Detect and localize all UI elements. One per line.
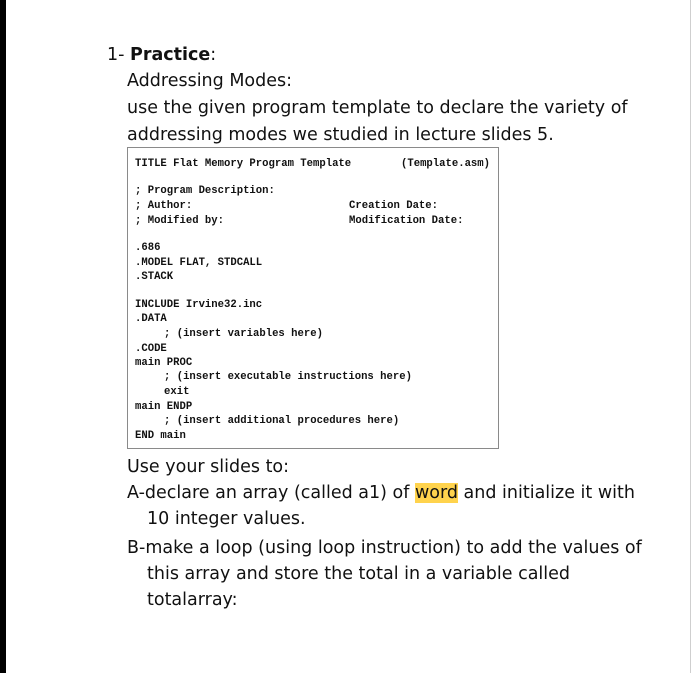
code-directive: .CODE (135, 343, 167, 355)
practice-title: Practice (130, 45, 211, 65)
author-comment: ; Author: (135, 200, 193, 212)
instruction-line-2: addressing modes we studied in lecture slides 5. (127, 125, 554, 145)
main-proc-line: main PROC (135, 357, 193, 369)
directive-stack: .STACK (135, 271, 174, 283)
modified-by-comment: ; Modified by: (135, 215, 225, 227)
include-line: INCLUDE Irvine32.inc (135, 299, 263, 311)
template-title: TITLE Flat Memory Program Template (135, 158, 352, 170)
end-main-line: END main (135, 430, 186, 442)
insert-executable-comment: ; (insert executable instructions here) (164, 371, 412, 383)
task-a-marker: A- (127, 483, 145, 503)
creation-date-comment: Creation Date: (349, 200, 439, 212)
task-a-text-before: declare an array (called a1) of (144, 483, 415, 503)
modification-date-comment: Modification Date: (349, 215, 464, 227)
directive-model: .MODEL FLAT, STDCALL (135, 257, 263, 269)
instruction-line-1: use the given program template to declare the variety of (127, 98, 628, 118)
task-a-line-2: 10 integer values. (147, 509, 306, 529)
program-description-comment: ; Program Description: (135, 185, 275, 197)
practice-number: 1- (107, 45, 125, 65)
task-a-text-after: and initialize it with (457, 483, 635, 503)
main-endp-line: main ENDP (135, 401, 193, 413)
practice-heading (107, 44, 216, 66)
task-b-line-3: totalarray: (147, 590, 238, 610)
template-filename: (Template.asm) (401, 158, 491, 170)
task-a-line-1 (127, 482, 635, 504)
task-b-line-1 (127, 537, 642, 559)
task-b-line-2: this array and store the total in a variable called (147, 564, 571, 584)
exit-line: exit (164, 386, 190, 398)
practice-colon: : (210, 45, 217, 65)
data-directive: .DATA (135, 313, 167, 325)
left-edge-bar (0, 0, 6, 673)
right-edge-line (690, 0, 691, 673)
task-b-text: make a loop (using loop instruction) to add the values of (145, 538, 642, 558)
highlighted-word: word (414, 483, 458, 503)
insert-procedures-comment: ; (insert additional procedures here) (164, 415, 400, 427)
task-b-marker: B- (127, 538, 146, 558)
topic-heading: Addressing Modes: (127, 71, 293, 91)
insert-variables-comment: ; (insert variables here) (164, 328, 323, 340)
program-template-box (127, 147, 499, 449)
tasks-intro: Use your slides to: (127, 457, 290, 477)
directive-686: .686 (135, 242, 161, 254)
